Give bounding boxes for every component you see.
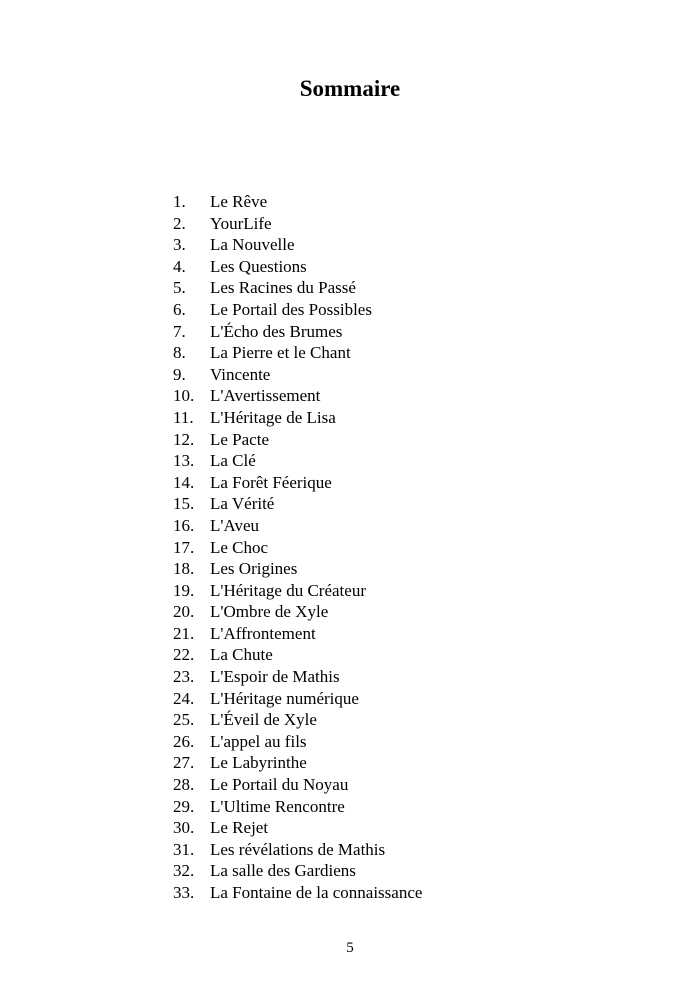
toc-entry-title: L'Éveil de Xyle <box>210 710 317 730</box>
toc-entry-number: 32. <box>173 861 195 881</box>
toc-entry-title: L'Avertissement <box>210 386 321 406</box>
toc-entry-number: 31. <box>173 839 195 859</box>
toc-entry-title: La salle des Gardiens <box>210 861 356 881</box>
toc-entry-number: 33. <box>173 883 195 902</box>
toc-entry-title: La Vérité <box>210 494 275 514</box>
toc-entry <box>173 450 422 472</box>
toc-entry-number: 15. <box>173 494 195 514</box>
toc-entry-title: L'Héritage du Créateur <box>210 580 366 600</box>
toc-entry <box>173 731 422 753</box>
toc-entry-number: 6. <box>173 299 186 319</box>
toc-entry-title: Le Portail des Possibles <box>210 299 372 319</box>
toc-entry-title: La Clé <box>210 451 256 471</box>
toc-entry <box>173 796 422 818</box>
toc-entry-title: Le Rêve <box>210 192 268 211</box>
toc-entry <box>173 774 422 796</box>
toc-entry <box>173 515 422 537</box>
toc-entry-number: 28. <box>173 775 195 795</box>
toc-entry <box>173 882 422 904</box>
toc-entry-title: L'Ombre de Xyle <box>210 602 329 622</box>
toc-entry-title: L'appel au fils <box>210 731 307 751</box>
toc-entry-number: 23. <box>173 667 195 687</box>
toc-entry-title: L'Espoir de Mathis <box>210 667 340 687</box>
toc-entry <box>173 299 422 321</box>
toc-entry <box>173 234 422 256</box>
toc-entry <box>173 644 422 666</box>
toc-entry-title: Vincente <box>210 364 271 384</box>
toc-entry <box>173 709 422 731</box>
toc-entry <box>173 321 422 343</box>
toc-entry-number: 26. <box>173 731 195 751</box>
toc-entry <box>173 342 422 364</box>
toc-entry-title: L'Ultime Rencontre <box>210 796 345 816</box>
toc-entry-title: Le Pacte <box>210 429 269 449</box>
toc-entry <box>173 558 422 580</box>
toc-entry <box>173 601 422 623</box>
toc-entry-number: 12. <box>173 429 195 449</box>
page-number: 5 <box>346 940 354 956</box>
toc-entry <box>173 472 422 494</box>
toc-entry-number: 14. <box>173 472 195 492</box>
toc-entry-title: Les Origines <box>210 559 298 579</box>
toc-entry-number: 5. <box>173 278 186 298</box>
toc-entry-number: 10. <box>173 386 195 406</box>
toc-entry-number: 18. <box>173 559 195 579</box>
toc-entry-title: Les Questions <box>210 256 307 276</box>
toc-entry <box>173 688 422 710</box>
toc-entry-title: Le Rejet <box>210 818 269 838</box>
toc-entry <box>173 493 422 515</box>
toc-entry <box>173 191 422 213</box>
toc-entry-title: Les révélations de Mathis <box>210 839 386 859</box>
toc-entry-number: 17. <box>173 537 195 557</box>
toc-entry-title: La Forêt Féerique <box>210 472 332 492</box>
toc-entry-number: 25. <box>173 710 195 730</box>
toc-entry-title: La Nouvelle <box>210 235 295 255</box>
toc-entry-title: L'Écho des Brumes <box>210 321 343 341</box>
toc-entry-number: 29. <box>173 796 195 816</box>
toc-entry-number: 21. <box>173 623 195 643</box>
page-title: Sommaire <box>299 76 401 101</box>
toc-entry-number: 24. <box>173 688 195 708</box>
toc-entry <box>173 277 422 299</box>
toc-entry-title: YourLife <box>210 213 272 233</box>
toc-entry <box>173 364 422 386</box>
toc-entry-number: 1. <box>173 192 186 211</box>
toc-entry <box>173 839 422 861</box>
toc-entry <box>173 385 422 407</box>
toc-entry <box>173 213 422 235</box>
toc-entry-title: L'Héritage de Lisa <box>210 407 336 427</box>
toc-entry-number: 20. <box>173 602 195 622</box>
toc-entry-title: La Pierre et le Chant <box>210 343 351 363</box>
toc-entry <box>173 429 422 451</box>
toc-entry-number: 2. <box>173 213 186 233</box>
toc-entry-number: 27. <box>173 753 195 773</box>
toc-entry-title: La Chute <box>210 645 273 665</box>
toc-entry-number: 11. <box>173 407 194 427</box>
toc-entry-number: 8. <box>173 343 186 363</box>
toc-entry-title: L'Héritage numérique <box>210 688 359 708</box>
table-of-contents <box>173 191 422 904</box>
toc-entry <box>173 752 422 774</box>
toc-entry-title: Le Labyrinthe <box>210 753 307 773</box>
toc-entry <box>173 407 422 429</box>
toc-entry <box>173 580 422 602</box>
toc-entry-number: 13. <box>173 451 195 471</box>
toc-entry <box>173 537 422 559</box>
toc-entry <box>173 817 422 839</box>
toc-entry <box>173 860 422 882</box>
toc-entry-title: Le Choc <box>210 537 269 557</box>
toc-entry-number: 16. <box>173 515 195 535</box>
toc-entry-number: 19. <box>173 580 195 600</box>
toc-entry <box>173 256 422 278</box>
toc-entry-title: Les Racines du Passé <box>210 278 356 298</box>
toc-entry-number: 22. <box>173 645 195 665</box>
toc-entry-number: 7. <box>173 321 186 341</box>
toc-entry-title: La Fontaine de la connaissance <box>210 883 423 902</box>
toc-entry <box>173 666 422 688</box>
toc-entry-title: Le Portail du Noyau <box>210 775 349 795</box>
toc-entry-title: L'Affrontement <box>210 623 316 643</box>
toc-entry <box>173 623 422 645</box>
toc-entry-number: 3. <box>173 235 186 255</box>
toc-entry-title: L'Aveu <box>210 515 260 535</box>
toc-entry-number: 4. <box>173 256 186 276</box>
toc-entry-number: 30. <box>173 818 195 838</box>
toc-entry-number: 9. <box>173 364 186 384</box>
